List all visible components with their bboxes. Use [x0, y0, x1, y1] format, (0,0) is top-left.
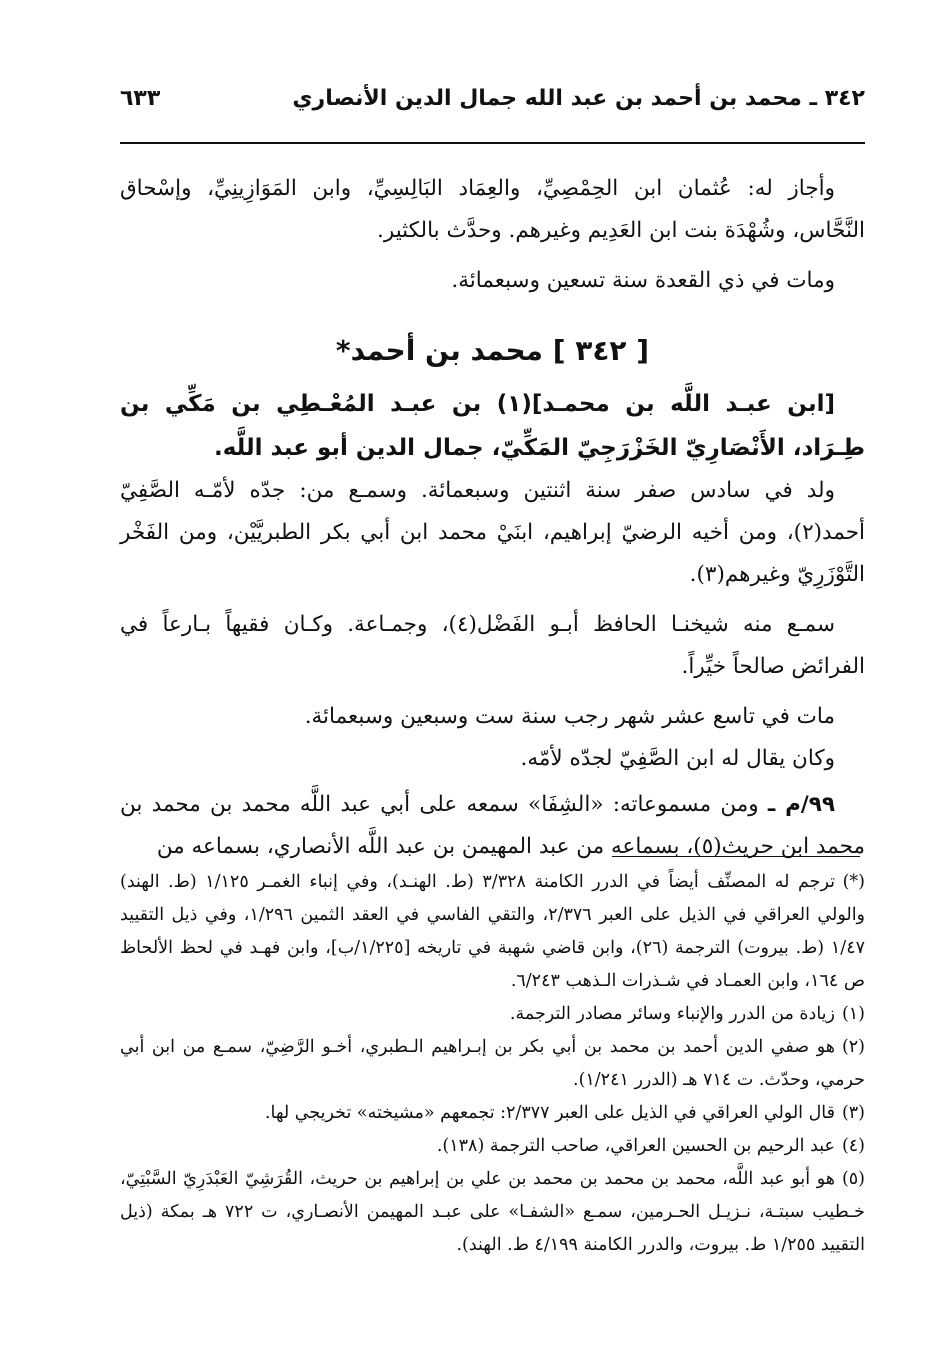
paragraph-death-previous: ومات في ذي القعدة سنة تسعين وسبعمائة.: [451, 268, 835, 293]
footnote-text: هو صفي الدين أحمد بن محمد بن أبي بكر بن إبـراهيم الـطبري، أخـو الرَّضِيّ، سمـع من ابن أبي حرمي، وحدّث. ت ٧١٤ هـ (الدرر ١/٢٤١).: [120, 1037, 865, 1090]
running-head: [120, 86, 865, 126]
footnote-marker: (٢): [841, 1037, 865, 1057]
page-number: ٦٣٣: [120, 86, 161, 111]
footnote-text: عبد الرحيم بن الحسين العراقي، صاحب الترجمة (١٣٨).: [436, 1136, 835, 1156]
footnote-rule: [612, 856, 860, 857]
paragraph-students: سمـع منه شيخنـا الحافظ أبـو الفَضْل(٤)، وجمـاعة. وكـان فقيهاً بـارعاً في الفرائض صالحاً خيِّراً.: [120, 612, 865, 679]
audition-label: ٩٩/م ـ: [767, 792, 836, 817]
footnote-text: قال الولي العراقي في الذيل على العبر ٢/٣٧٧: تجمعهم «مشيخته» تخريجي لها.: [264, 1103, 835, 1123]
paragraph-birth-teachers: ولد في سادس صفر سنة اثنتين وسبعمائة. وسمـع من: جدّه لأمّـه الصَّفِيّ أحمد(٢)، ومن أخيه الرضيّ إبراهيم، ابنَيْ محمد ابن أبي بكر الطبريَّيْن، ومن الفَخْر التَّوْزَرِيّ وغيرهم(٣).: [120, 478, 865, 587]
footnote-text: ترجم له المصنِّف أيضاً في الدرر الكامنة ٣/٣٢٨ (ط. الهنـد)، وفي إنباء الغمـر ١/١٢٥ (ط. الهند) والولي العراقي في الذيل على العبر ٢/٣٧٦، والتقي الفاسي في العقد الثمين ١/٢٩٦، وفي ذيل التقييد ١/٤٧ (ط. بيروت) الترجمة (٢٦)، وابن قاضي شهبة في تاريخه [١/٢٢٥/ب]، وابن فهـد في لحظ الألحاظ ص ١٦٤، وابن العمـاد في شـذرات الـذهب ٦/٢٤٣.: [120, 872, 866, 991]
paragraph-nickname: وكان يقال له ابن الصَّفِيّ لجدّه لأمّه.: [520, 746, 835, 771]
footnote-1: [120, 998, 865, 1031]
footnote-2: [120, 1031, 865, 1097]
footnote-3: [120, 1097, 865, 1130]
paragraph-licenses: وأجاز له: عُثمان ابن الحِمْصِيِّ، والعِمَاد البَالِسِيِّ، وابن المَوَازِينِيِّ، وإسْحاق النَّحَّاس، وشُهْدَة بنت ابن العَدِيم وغيرهم. وحدَّث بالكثير.: [120, 176, 865, 243]
footnotes: [120, 866, 865, 1262]
entry-name: [ابن عبـد اللَّه بن محمـد](١) بن عبـد المُعْـطِي بن مَكِّي بن طِـرَاد، الأَنْصَارِيّ الخَزْرَجِيّ المَكِّيّ، جمال الدين أبو عبد اللَّه.: [120, 391, 865, 461]
paragraph-death: مات في تاسع عشر شهر رجب سنة ست وسبعين وسبعمائة.: [304, 704, 835, 729]
footnote-marker: (٣): [841, 1103, 865, 1123]
footnote-5: [120, 1163, 865, 1262]
footnote-text: زيادة من الدرر والإنباء وسائر مصادر الترجمة.: [509, 1004, 835, 1024]
footnote-marker: (٥): [841, 1169, 865, 1189]
footnote-star: [120, 866, 865, 998]
main-text-top: [120, 168, 865, 302]
audition-text: ومن مسموعاته: «الشِفَا» سمعه على أبي عبد اللَّه محمد بن محمد بن محمد ابن حريث(٥)، بسماعه من عبد المهيمن بن عبد اللَّه الأنصاري، بسماعه من: [120, 792, 865, 859]
footnote-marker: (٤): [841, 1136, 865, 1156]
entry-section: [120, 326, 865, 868]
footnote-marker: (*): [842, 872, 865, 892]
footnote-marker: (١): [841, 1004, 865, 1024]
header-rule: [120, 142, 865, 144]
entry-title: [ ٣٤٢ ] محمد بن أحمد*: [335, 334, 650, 367]
running-head-title: ٣٤٢ ـ محمد بن أحمد بن عبد الله جمال الدين الأنصاري: [292, 86, 865, 111]
footnote-text: هو أبو عبد اللَّه، محمد بن محمد بن محمد بن علي بن إبراهيم بن حريث، القُرَشِيّ العَبْدَرِيّ السَّبْتِيّ، خـطيب سبتـة، نـزيـل الحـرمين، سمـع «الشفـا» على عبـد المهيمن الأنصـاري، ت ٧٢٢ هـ بمكة (ذيل التقييد ١/٢٥٥ ط. بيروت، والدرر الكامنة ٤/١٩٩ ط. الهند).: [120, 1169, 866, 1255]
footnote-4: [120, 1130, 865, 1163]
